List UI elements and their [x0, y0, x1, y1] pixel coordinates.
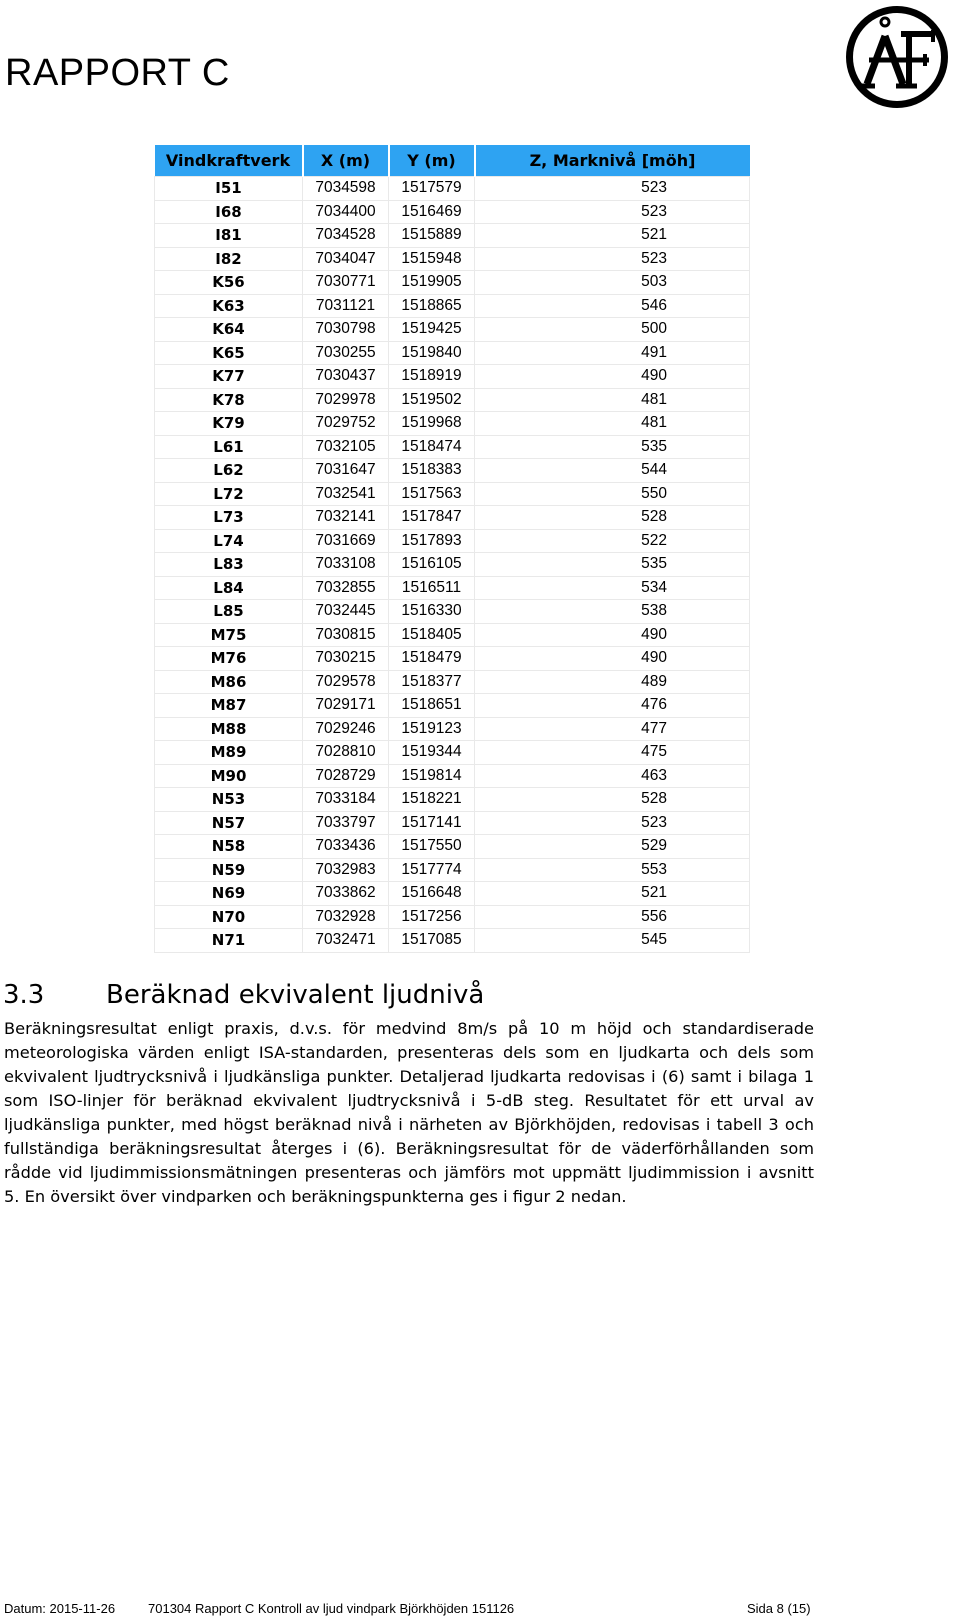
cell-y: 1519344	[389, 741, 475, 765]
table-row	[155, 435, 750, 459]
cell-turbine: N58	[155, 835, 303, 859]
cell-y: 1517579	[389, 177, 475, 201]
cell-x: 7029978	[303, 388, 389, 412]
cell-z: 556	[475, 905, 750, 929]
cell-y: 1519905	[389, 271, 475, 295]
cell-y: 1518865	[389, 294, 475, 318]
cell-y: 1518377	[389, 670, 475, 694]
cell-x: 7032983	[303, 858, 389, 882]
footer-document: 701304 Rapport C Kontroll av ljud vindpark Björkhöjden 151126	[148, 1601, 515, 1616]
table-row	[155, 741, 750, 765]
turbine-coordinates-table	[154, 145, 750, 953]
cell-y: 1517774	[389, 858, 475, 882]
cell-x: 7029752	[303, 412, 389, 436]
cell-z: 529	[475, 835, 750, 859]
cell-y: 1516105	[389, 553, 475, 577]
table-row	[155, 717, 750, 741]
cell-y: 1518383	[389, 459, 475, 483]
table-row	[155, 341, 750, 365]
cell-x: 7033108	[303, 553, 389, 577]
cell-x: 7031669	[303, 529, 389, 553]
cell-z: 553	[475, 858, 750, 882]
cell-y: 1517893	[389, 529, 475, 553]
cell-z: 546	[475, 294, 750, 318]
cell-turbine: M89	[155, 741, 303, 765]
cell-y: 1516330	[389, 600, 475, 624]
cell-x: 7028729	[303, 764, 389, 788]
cell-y: 1516469	[389, 200, 475, 224]
cell-x: 7033797	[303, 811, 389, 835]
cell-x: 7032141	[303, 506, 389, 530]
cell-z: 535	[475, 553, 750, 577]
cell-turbine: N53	[155, 788, 303, 812]
table-row	[155, 929, 750, 953]
table-row	[155, 459, 750, 483]
cell-x: 7032105	[303, 435, 389, 459]
cell-turbine: K64	[155, 318, 303, 342]
cell-z: 463	[475, 764, 750, 788]
af-logo-icon	[845, 0, 960, 115]
table-row	[155, 318, 750, 342]
cell-y: 1519502	[389, 388, 475, 412]
table-row	[155, 905, 750, 929]
cell-z: 490	[475, 365, 750, 389]
cell-turbine: L74	[155, 529, 303, 553]
table-row	[155, 600, 750, 624]
cell-turbine: M86	[155, 670, 303, 694]
cell-x: 7030215	[303, 647, 389, 671]
cell-x: 7033862	[303, 882, 389, 906]
cell-y: 1518221	[389, 788, 475, 812]
cell-y: 1518651	[389, 694, 475, 718]
table-row	[155, 576, 750, 600]
cell-turbine: L85	[155, 600, 303, 624]
table-row	[155, 271, 750, 295]
cell-y: 1519814	[389, 764, 475, 788]
cell-x: 7031121	[303, 294, 389, 318]
cell-y: 1517847	[389, 506, 475, 530]
cell-x: 7031647	[303, 459, 389, 483]
cell-y: 1517563	[389, 482, 475, 506]
cell-turbine: I82	[155, 247, 303, 271]
cell-turbine: N70	[155, 905, 303, 929]
table-row	[155, 224, 750, 248]
cell-z: 528	[475, 506, 750, 530]
table-row	[155, 482, 750, 506]
cell-y: 1516648	[389, 882, 475, 906]
cell-z: 538	[475, 600, 750, 624]
cell-z: 481	[475, 412, 750, 436]
cell-z: 521	[475, 882, 750, 906]
table-row	[155, 788, 750, 812]
cell-z: 523	[475, 200, 750, 224]
cell-z: 521	[475, 224, 750, 248]
cell-x: 7030437	[303, 365, 389, 389]
cell-turbine: N57	[155, 811, 303, 835]
cell-z: 534	[475, 576, 750, 600]
table-row	[155, 294, 750, 318]
cell-y: 1518474	[389, 435, 475, 459]
cell-z: 475	[475, 741, 750, 765]
cell-x: 7032855	[303, 576, 389, 600]
cell-z: 528	[475, 788, 750, 812]
table-row	[155, 694, 750, 718]
cell-z: 477	[475, 717, 750, 741]
cell-x: 7033184	[303, 788, 389, 812]
cell-x: 7029578	[303, 670, 389, 694]
cell-turbine: I81	[155, 224, 303, 248]
cell-z: 490	[475, 647, 750, 671]
column-header-turbine: Vindkraftverk	[155, 145, 303, 177]
table-row	[155, 647, 750, 671]
cell-x: 7028810	[303, 741, 389, 765]
table-header-row	[155, 145, 750, 177]
cell-z: 523	[475, 811, 750, 835]
cell-turbine: L83	[155, 553, 303, 577]
cell-turbine: I51	[155, 177, 303, 201]
cell-turbine: N71	[155, 929, 303, 953]
cell-y: 1517085	[389, 929, 475, 953]
table-row	[155, 882, 750, 906]
table-row	[155, 506, 750, 530]
cell-y: 1515948	[389, 247, 475, 271]
cell-y: 1519840	[389, 341, 475, 365]
cell-turbine: K63	[155, 294, 303, 318]
cell-x: 7032445	[303, 600, 389, 624]
cell-z: 489	[475, 670, 750, 694]
table-row	[155, 388, 750, 412]
cell-y: 1517550	[389, 835, 475, 859]
cell-z: 491	[475, 341, 750, 365]
table-row	[155, 670, 750, 694]
table-row	[155, 365, 750, 389]
cell-turbine: I68	[155, 200, 303, 224]
section-paragraph: Beräkningsresultat enligt praxis, d.v.s. för medvind 8m/s på 10 m höjd och standardiserade meteorologiska värden enligt ISA-standarden, presenteras dels som en ljudkarta och dels som ekvivalent ljudtrycksnivå i ljudkänsliga punkter. Detaljerad ljudkarta redovisas i (6) samt i bilaga 1 som ISO-linjer för beräknad ekvivalent ljudtrycksnivå i 5-dB steg. Resultatet för ett urval av ljudkänsliga punkter, med högst beräknad nivå i närheten av Björkhöjden, redovisas i tabell 3 och fullständiga beräkningsresultat återges i (6). Beräkningsresultat för de väderförhållanden som rådde vid ljudimmissionsmätningen presenteras och jämförs mot uppmätt ljudimmission i avsnitt 5. En översikt över vindparken och beräkningspunkterna ges i figur 2 nedan.	[4, 1019, 814, 1206]
cell-z: 500	[475, 318, 750, 342]
cell-z: 481	[475, 388, 750, 412]
table-row	[155, 623, 750, 647]
cell-y: 1516511	[389, 576, 475, 600]
cell-z: 522	[475, 529, 750, 553]
cell-y: 1518919	[389, 365, 475, 389]
table-row	[155, 200, 750, 224]
cell-turbine: M90	[155, 764, 303, 788]
cell-turbine: L62	[155, 459, 303, 483]
cell-y: 1518479	[389, 647, 475, 671]
table-row	[155, 177, 750, 201]
cell-turbine: K77	[155, 365, 303, 389]
cell-x: 7032928	[303, 905, 389, 929]
cell-x: 7034528	[303, 224, 389, 248]
cell-turbine: K65	[155, 341, 303, 365]
table-row	[155, 412, 750, 436]
cell-z: 544	[475, 459, 750, 483]
section-number: 3.3	[3, 980, 45, 1010]
cell-turbine: K56	[155, 271, 303, 295]
cell-turbine: L73	[155, 506, 303, 530]
footer-date: Datum: 2015-11-26	[4, 1601, 116, 1616]
cell-y: 1519123	[389, 717, 475, 741]
cell-turbine: N59	[155, 858, 303, 882]
cell-turbine: K79	[155, 412, 303, 436]
cell-z: 535	[475, 435, 750, 459]
table-row	[155, 247, 750, 271]
cell-z: 490	[475, 623, 750, 647]
cell-turbine: K78	[155, 388, 303, 412]
cell-turbine: L72	[155, 482, 303, 506]
cell-y: 1517141	[389, 811, 475, 835]
cell-z: 476	[475, 694, 750, 718]
cell-x: 7030798	[303, 318, 389, 342]
table-body	[155, 177, 750, 953]
cell-turbine: N69	[155, 882, 303, 906]
report-title: RAPPORT C	[5, 52, 230, 94]
cell-turbine: L61	[155, 435, 303, 459]
column-header-x: X (m)	[303, 145, 389, 177]
cell-x: 7034400	[303, 200, 389, 224]
cell-z: 550	[475, 482, 750, 506]
table-row	[155, 529, 750, 553]
cell-turbine: M88	[155, 717, 303, 741]
cell-y: 1519968	[389, 412, 475, 436]
cell-x: 7030255	[303, 341, 389, 365]
cell-x: 7034047	[303, 247, 389, 271]
cell-turbine: M76	[155, 647, 303, 671]
cell-x: 7029171	[303, 694, 389, 718]
cell-x: 7032471	[303, 929, 389, 953]
cell-x: 7034598	[303, 177, 389, 201]
section-heading: Beräknad ekvivalent ljudnivå	[106, 980, 485, 1010]
cell-turbine: M75	[155, 623, 303, 647]
table-row	[155, 764, 750, 788]
cell-y: 1517256	[389, 905, 475, 929]
table-row	[155, 858, 750, 882]
column-header-z: Z, Marknivå [möh]	[475, 145, 750, 177]
cell-x: 7029246	[303, 717, 389, 741]
cell-turbine: L84	[155, 576, 303, 600]
cell-y: 1515889	[389, 224, 475, 248]
cell-x: 7033436	[303, 835, 389, 859]
cell-turbine: M87	[155, 694, 303, 718]
cell-x: 7032541	[303, 482, 389, 506]
cell-z: 523	[475, 247, 750, 271]
cell-x: 7030815	[303, 623, 389, 647]
cell-z: 503	[475, 271, 750, 295]
cell-y: 1519425	[389, 318, 475, 342]
table-row	[155, 835, 750, 859]
table-row	[155, 811, 750, 835]
column-header-y: Y (m)	[389, 145, 475, 177]
footer-page-number: Sida 8 (15)	[747, 1601, 811, 1616]
cell-z: 523	[475, 177, 750, 201]
cell-x: 7030771	[303, 271, 389, 295]
cell-z: 545	[475, 929, 750, 953]
table-row	[155, 553, 750, 577]
cell-y: 1518405	[389, 623, 475, 647]
